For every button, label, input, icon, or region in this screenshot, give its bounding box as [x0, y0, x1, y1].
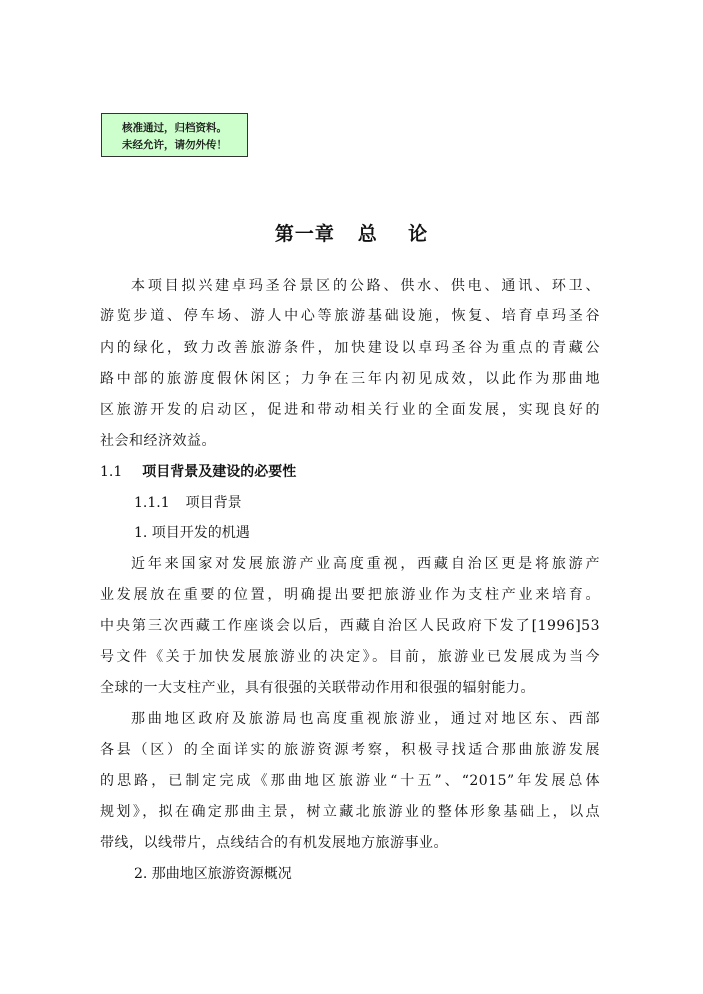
para2-line-1: 近年来国家对发展旅游产业高度重视，西藏自治区更是将旅游产 [131, 556, 600, 572]
section-1-1-1-title: 项目背景 [185, 495, 242, 511]
para3-line-3: 的思路，已制定完成《那曲地区旅游业“十五”、“2015”年发展总体 [100, 773, 600, 789]
para2-line-3: 中央第三次西藏工作座谈会以后，西藏自治区人民政府下发了[1996]53 [100, 618, 600, 634]
archive-stamp [101, 113, 248, 157]
intro-line-3: 内的绿化，致力改善旅游条件，加快建设以卓玛圣谷为重点的青藏公 [100, 340, 600, 356]
intro-line-5: 区旅游开发的启动区，促进和带动相关行业的全面发展，实现良好的 [100, 402, 600, 418]
section-1-1-title: 项目背景及建设的必要性 [142, 464, 297, 480]
section-1-1-1-heading [134, 491, 242, 515]
item-2-heading: 2. 那曲地区旅游资源概况 [134, 866, 292, 882]
intro-line-1: 本项目拟兴建卓玛圣谷景区的公路、供水、供电、通讯、环卫、 [131, 278, 600, 294]
item-1-heading: 1. 项目开发的机遇 [134, 525, 250, 541]
para2-line-5: 全球的一大支柱产业，具有很强的关联带动作用和很强的辐射能力。 [100, 680, 535, 696]
chapter-title: 第一章 总 论 [274, 223, 429, 245]
para2-line-4: 号文件《关于加快发展旅游业的决定》。目前，旅游业已发展成为当今 [100, 649, 600, 665]
stamp-line-1: 核准通过，归档资料。 [122, 122, 227, 134]
para3-line-1: 那曲地区政府及旅游局也高度重视旅游业，通过对地区东、西部 [131, 711, 600, 727]
section-1-1-heading [100, 460, 296, 484]
section-1-1-1-number: 1.1.1 [134, 495, 170, 511]
para3-line-5: 带线，以线带片，点线结合的有机发展地方旅游事业。 [100, 835, 448, 851]
para2-line-2: 业发展放在重要的位置，明确提出要把旅游业作为支柱产业来培育。 [100, 587, 600, 603]
intro-line-6: 社会和经济效益。 [100, 433, 216, 449]
para3-line-4: 规划》，拟在确定那曲主景，树立藏北旅游业的整体形象基础上，以点 [100, 804, 600, 820]
intro-line-2: 游览步道、停车场、游人中心等旅游基础设施，恢复、培育卓玛圣谷 [100, 308, 600, 324]
para3-line-2: 各县（区）的全面详实的旅游资源考察，积极寻找适合那曲旅游发展 [100, 742, 600, 758]
stamp-line-2: 未经允许，请勿外传！ [122, 139, 227, 151]
intro-line-4: 路中部的旅游度假休闲区；力争在三年内初见成效，以此作为那曲地 [100, 371, 600, 387]
section-1-1-number: 1.1 [100, 464, 123, 480]
